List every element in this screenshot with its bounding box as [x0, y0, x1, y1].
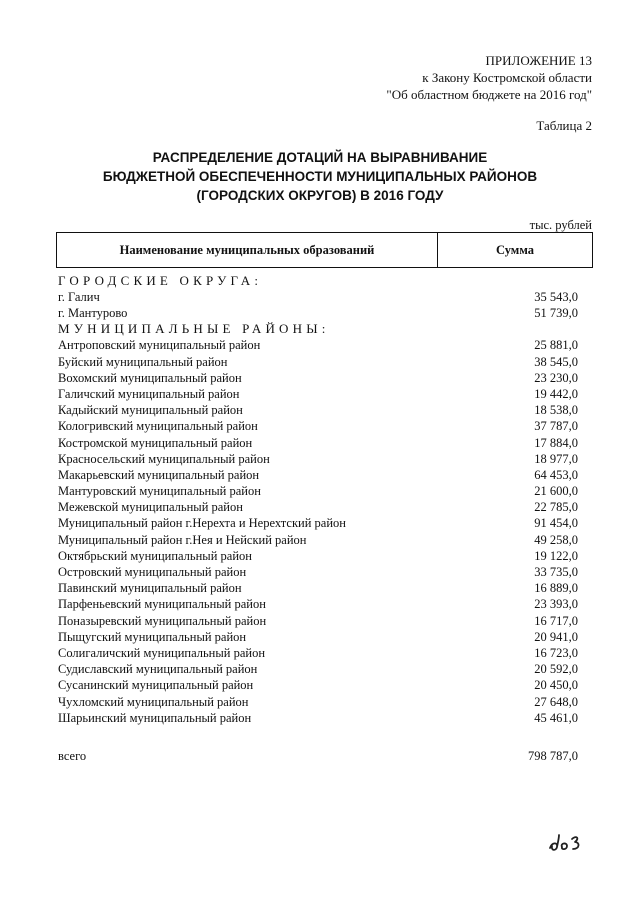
handwritten-page-number [546, 832, 590, 854]
row-name: Мантуровский муниципальный район [58, 484, 261, 499]
units-label: тыс. рублей [529, 218, 592, 232]
row-amount: 21 600,0 [534, 484, 578, 499]
table-row [58, 370, 578, 386]
row-name: Сусанинский муниципальный район [58, 678, 254, 693]
row-name: Галичский муниципальный район [58, 386, 240, 401]
appendix-law: к Закону Костромской области [422, 70, 592, 85]
title-line-1: РАСПРЕДЕЛЕНИЕ ДОТАЦИЙ НА ВЫРАВНИВАНИЕ [152, 150, 488, 165]
row-amount: 51 739,0 [534, 306, 578, 321]
row-amount: 33 735,0 [534, 565, 578, 579]
table-label: Таблица 2 [536, 118, 592, 133]
row-amount: 35 543,0 [534, 290, 578, 304]
row-amount: 25 881,0 [534, 338, 578, 353]
title-line-2: БЮДЖЕТНОЙ ОБЕСПЕЧЕННОСТИ МУНИЦИПАЛЬНЫХ РАЙОНОВ [102, 169, 538, 184]
column-header-sum: Сумма [496, 242, 534, 257]
document-title [0, 148, 640, 205]
row-amount: 91 454,0 [534, 516, 578, 531]
row-amount: 16 717,0 [534, 613, 578, 628]
row-name: Шарьинский муниципальный район [58, 710, 252, 725]
table-row [58, 613, 578, 629]
row-amount: 20 941,0 [534, 629, 578, 644]
row-amount: 20 592,0 [534, 662, 578, 677]
row-amount: 18 977,0 [534, 451, 578, 466]
row-name: Солигаличский муниципальный район [58, 645, 266, 660]
column-header-name: Наименование муниципальных образований [57, 233, 438, 267]
row-name: Островский муниципальный район [58, 565, 247, 579]
table-row [58, 515, 578, 531]
row-amount: 23 230,0 [534, 370, 578, 385]
table-row [58, 499, 578, 515]
row-name: Костромской муниципальный район [58, 435, 253, 450]
appendix-law-title: "Об областном бюджете на 2016 год" [386, 87, 592, 102]
row-name: Поназыревский муниципальный район [58, 613, 267, 628]
row-amount: 18 538,0 [534, 403, 578, 418]
row-amount: 16 723,0 [534, 645, 578, 660]
table-row [58, 467, 578, 483]
row-amount: 23 393,0 [534, 597, 578, 612]
row-amount: 22 785,0 [534, 500, 578, 515]
row-amount: 16 889,0 [534, 581, 578, 596]
row-amount: 64 453,0 [534, 467, 578, 482]
total-label: всего [58, 749, 87, 763]
row-amount: 19 442,0 [534, 386, 578, 401]
table-row [58, 305, 578, 321]
table-row [58, 289, 578, 305]
row-name: г. Мантурово [58, 306, 128, 321]
row-name: Буйский муниципальный район [58, 354, 228, 369]
table-body [58, 273, 578, 726]
row-name: Судиславский муниципальный район [58, 662, 258, 677]
table-row [58, 548, 578, 564]
table-row [58, 596, 578, 612]
row-name: Парфеньевский муниципальный район [58, 597, 266, 612]
table-row [58, 435, 578, 451]
row-name: г. Галич [58, 290, 100, 304]
table-row [58, 337, 578, 353]
row-amount: 49 258,0 [534, 532, 578, 547]
total-row [58, 749, 578, 764]
table-row [58, 354, 578, 370]
row-name: Макарьевский муниципальный район [58, 467, 260, 482]
table-header [56, 232, 593, 268]
table-row [58, 629, 578, 645]
row-name: Антроповский муниципальный район [58, 338, 261, 353]
row-name: Кологривский муниципальный район [58, 419, 258, 434]
table-row [58, 483, 578, 499]
row-amount: 38 545,0 [534, 354, 578, 369]
row-name: Павинский муниципальный район [58, 581, 242, 596]
title-line-3: (ГОРОДСКИХ ОКРУГОВ) В 2016 ГОДУ [196, 188, 444, 203]
total-amount: 798 787,0 [528, 749, 578, 763]
section-title-municipal-districts: МУНИЦИПАЛЬНЫЕ РАЙОНЫ: [58, 321, 330, 337]
section-title-city-districts: ГОРОДСКИЕ ОКРУГА: [58, 273, 263, 288]
row-amount: 17 884,0 [534, 435, 578, 450]
table-row [58, 710, 578, 726]
row-amount: 45 461,0 [534, 710, 578, 725]
table-row [58, 580, 578, 596]
table-row [58, 661, 578, 677]
section-city-districts [58, 289, 578, 321]
row-amount: 27 648,0 [534, 694, 578, 709]
appendix-number: ПРИЛОЖЕНИЕ 13 [485, 53, 592, 68]
appendix-note [386, 52, 592, 103]
row-name: Муниципальный район г.Нерехта и Нерехтский район [58, 516, 346, 531]
row-amount: 37 787,0 [534, 419, 578, 434]
table-row [58, 645, 578, 661]
row-amount: 19 122,0 [534, 548, 578, 563]
row-name: Чухломский муниципальный район [58, 694, 249, 709]
row-amount: 20 450,0 [534, 678, 578, 693]
row-name: Муниципальный район г.Нея и Нейский район [58, 532, 307, 547]
table-row [58, 418, 578, 434]
table-row [58, 451, 578, 467]
table-row [58, 532, 578, 548]
table-row [58, 386, 578, 402]
table-row [58, 402, 578, 418]
table-row [58, 677, 578, 693]
row-name: Кадыйский муниципальный район [58, 403, 243, 418]
row-name: Октябрьский муниципальный район [58, 548, 252, 563]
row-name: Пыщугский муниципальный район [58, 629, 247, 644]
table-row [58, 694, 578, 710]
row-name: Красносельский муниципальный район [58, 451, 270, 466]
row-name: Вохомский муниципальный район [58, 370, 242, 385]
table-row [58, 564, 578, 580]
section-municipal-districts [58, 337, 578, 726]
row-name: Межевской муниципальный район [58, 500, 243, 515]
